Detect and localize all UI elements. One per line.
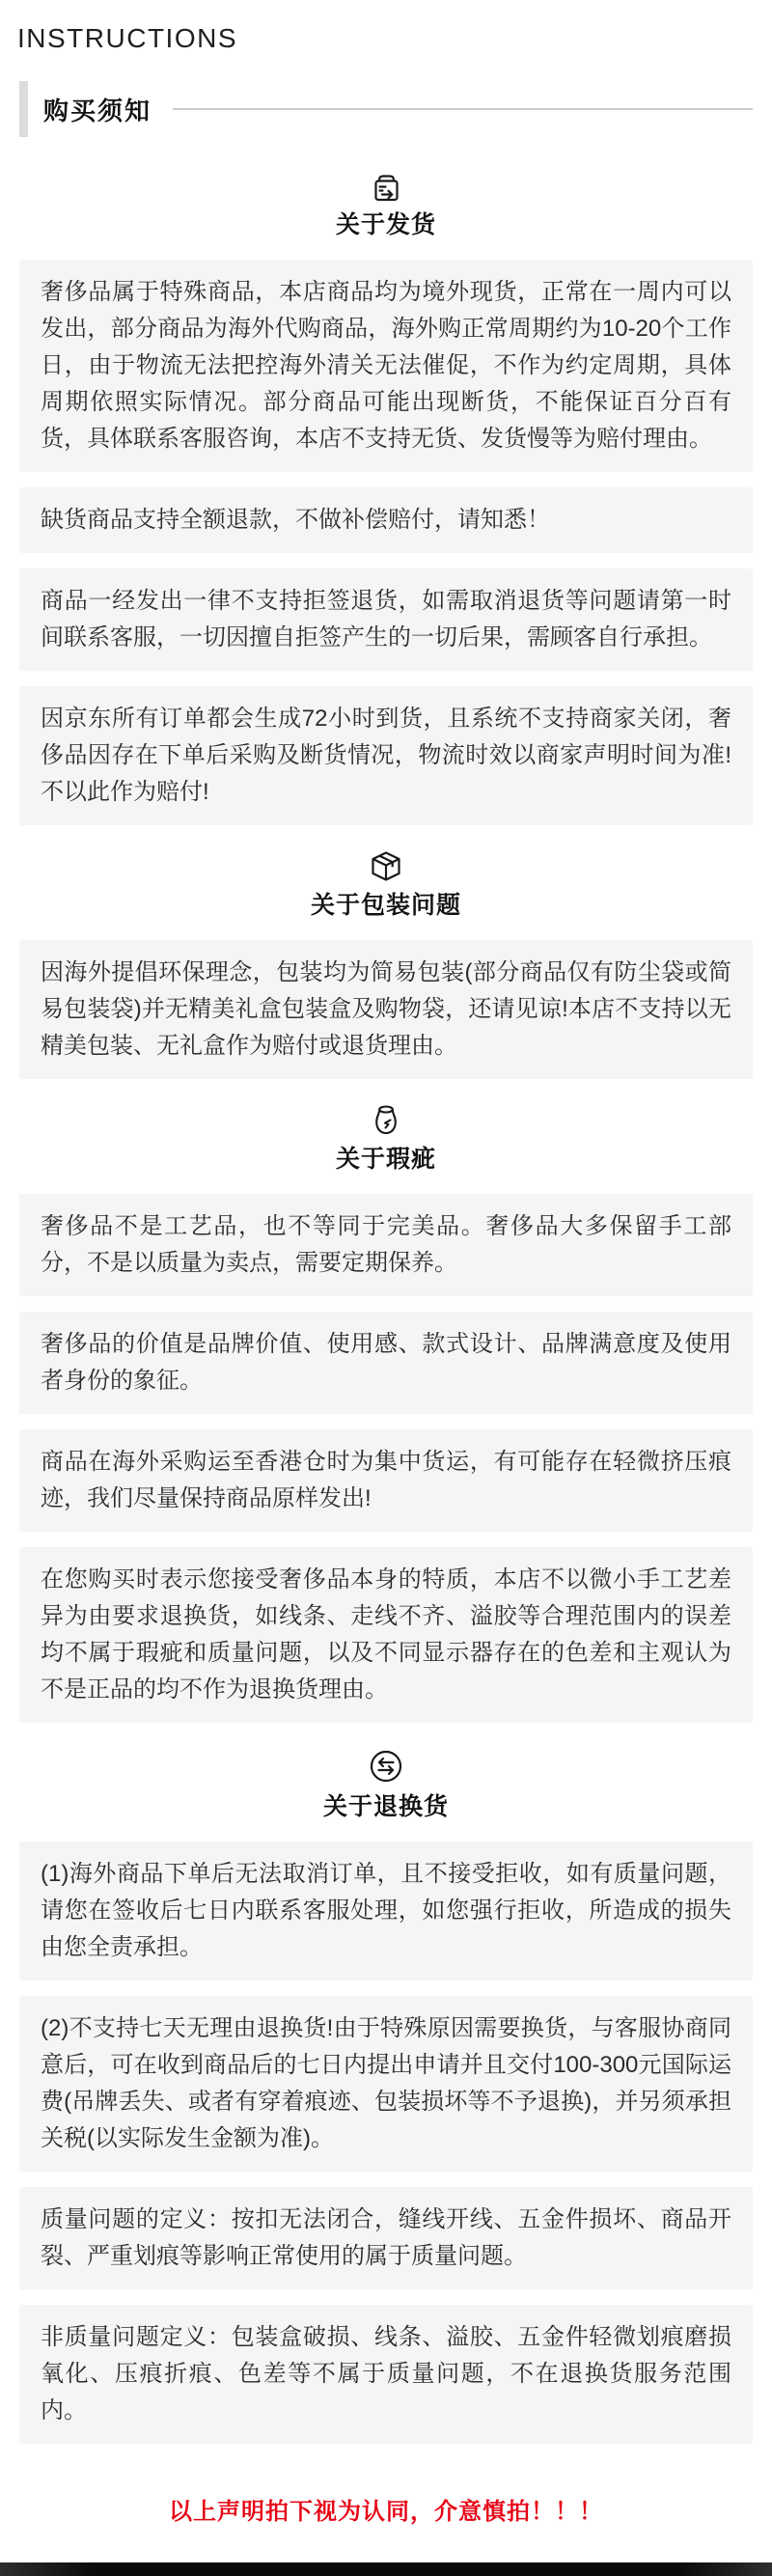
notice-paragraph: 质量问题的定义：按扣无法闭合，缝线开线、五金件损坏、商品开裂、严重划痕等影响正常使用的属于质量问题。	[19, 2187, 753, 2289]
section-flaws	[0, 1102, 772, 1723]
notice-paragraph: (2)不支持七天无理由退换货!由于特殊原因需要换货，与客服协商同意后，可在收到商品后的七日内提出申请并且交付100-300元国际运费(吊牌丢失、或者有穿着痕迹、包装损坏等不予退换)，并另须承担关税(以实际发生金额为准)。	[19, 1996, 753, 2172]
buy-notice-header	[19, 81, 753, 137]
notice-paragraph: 缺货商品支持全额退款，不做补偿赔付，请知悉！	[19, 487, 753, 553]
section-returns	[0, 1746, 772, 2444]
page-title: INSTRUCTIONS	[17, 23, 237, 53]
notice-paragraph: 商品在海外采购运至香港仓时为集中货运，有可能存在轻微挤压痕迹，我们尽量保持商品原样发出!	[19, 1429, 753, 1532]
return-exchange-icon	[0, 1746, 772, 1787]
section-packaging	[0, 848, 772, 1079]
section-heading-packaging: 关于包装问题	[310, 892, 461, 919]
notice-paragraph: 奢侈品不是工艺品，也不等同于完美品。奢侈品大多保留手工部分，不是以质量为卖点，需要定期保养。	[19, 1194, 753, 1296]
vase-flaw-icon	[0, 1102, 772, 1139]
shipping-box-icon	[0, 172, 772, 205]
notice-paragraph: (1)海外商品下单后无法取消订单，且不接受拒收，如有质量问题，请您在签收后七日内联系客服处理，如您强行拒收，所造成的损失由您全责承担。	[19, 1842, 753, 1980]
section-heading-shipping: 关于发货	[335, 211, 436, 238]
instructions-page	[0, 23, 772, 2526]
notice-paragraph: 在您购买时表示您接受奢侈品本身的特质，本店不以微小手工艺差异为由要求退换货，如线条、走线不齐、溢胶等合理范围内的误差均不属于瑕疵和质量问题，以及不同显示器存在的色差和主观认为不是正品的均不作为退换货理由。	[19, 1547, 753, 1723]
notice-paragraph: 因海外提倡环保理念，包装均为简易包装(部分商品仅有防尘袋或简易包装袋)并无精美礼盒包装盒及购物袋，还请见谅!本店不支持以无精美包装、无礼盒作为赔付或退货理由。	[19, 940, 753, 1079]
buy-notice-title: 购买须知	[43, 96, 152, 125]
notice-paragraph: 非质量问题定义：包装盒破损、线条、溢胶、五金件轻微划痕磨损氧化、压痕折痕、色差等不属于质量问题，不在退换货服务范围内。	[19, 2305, 753, 2444]
section-heading-flaws: 关于瑕疵	[335, 1146, 436, 1173]
bottom-dark-bar	[0, 2562, 772, 2576]
section-heading-returns: 关于退换货	[322, 1793, 449, 1820]
header-accent-bar	[19, 81, 28, 137]
notice-paragraph: 奢侈品的价值是品牌价值、使用感、款式设计、品牌满意度及使用者身份的象征。	[19, 1312, 753, 1414]
notice-paragraph: 商品一经发出一律不支持拒签退货，如需取消退货等问题请第一时间联系客服，一切因擅自拒签产生的一切后果，需顾客自行承担。	[19, 568, 753, 671]
footer-warning-text: 以上声明拍下视为认同，介意慎拍！！！	[169, 2499, 603, 2525]
notice-paragraph: 因京东所有订单都会生成72小时到货，且系统不支持商家关闭，奢侈品因存在下单后采购及断货情况，物流时效以商家声明时间为准!不以此作为赔付!	[19, 686, 753, 825]
section-shipping	[0, 172, 772, 825]
header-divider-line	[173, 108, 753, 110]
notice-paragraph: 奢侈品属于特殊商品，本店商品均为境外现货，正常在一周内可以发出，部分商品为海外代购商品，海外购正常周期约为10-20个工作日，由于物流无法把控海外清关无法催促，不作为约定周期，具体周期依照实际情况。部分商品可能出现断货，不能保证百分百有货，具体联系客服咨询，本店不支持无货、发货慢等为赔付理由。	[19, 260, 753, 472]
package-cube-icon	[0, 848, 772, 885]
